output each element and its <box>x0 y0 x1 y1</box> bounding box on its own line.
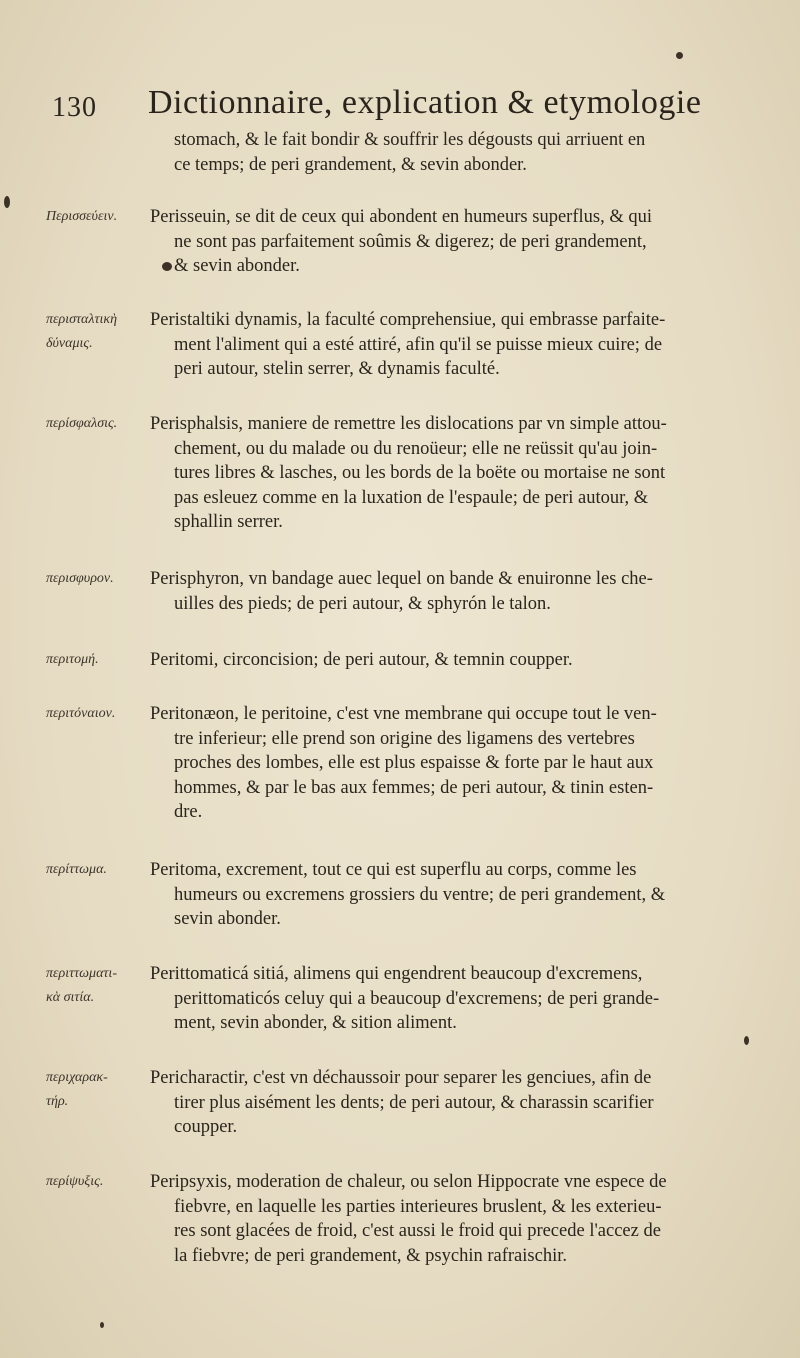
text-line: pas esleuez comme en la luxation de l'espaule; de peri autour, & <box>174 487 649 508</box>
text-line: coupper. <box>174 1117 238 1138</box>
page-title: Dictionnaire, explication & etymologie <box>148 84 702 121</box>
text-line: chement, ou du malade ou du renoüeur; elle ne reüssit qu'au join- <box>174 438 658 459</box>
text-line: tre inferieur; elle prend son origine des ligamens des vertebres <box>174 728 635 749</box>
text-line: hommes, & par le bas aux femmes; de peri autour, & tinin esten- <box>174 777 654 798</box>
text-line: proches des lombes, elle est plus espaisse & forte par le haut aux <box>174 753 654 774</box>
text-line: dre. <box>174 802 203 823</box>
greek-headword: περίψυξις. <box>46 1174 104 1189</box>
ink-spot <box>676 52 683 59</box>
greek-headword: περιτόναιον. <box>46 706 116 721</box>
text-line: stomach, & le fait bondir & souffrir les dégousts qui arriuent en <box>174 130 646 150</box>
text-line: & sevin abonder. <box>174 256 300 277</box>
text-line: Pericharactir, c'est vn déchaussoir pour separer les genciues, afin de <box>150 1068 652 1088</box>
text-line: Peristaltiki dynamis, la faculté comprehensiue, qui embrasse parfaite- <box>150 310 666 330</box>
text-line: tures libres & lasches, ou les bords de la boëte ou mortaise ne sont <box>174 463 666 484</box>
ink-spot <box>4 196 10 208</box>
text-line: ce temps; de peri grandement, & sevin abonder. <box>174 154 527 175</box>
text-line: Peripsyxis, moderation de chaleur, ou selon Hippocrate vne espece de <box>150 1172 667 1192</box>
text-line: Perisseuin, se dit de ceux qui abondent en humeurs superflus, & qui <box>150 207 652 227</box>
text-line: Perittomaticá sitiá, alimens qui engendrent beaucoup d'excremens, <box>150 964 643 984</box>
text-line: perittomaticós celuy qui a beaucoup d'excremens; de peri grande- <box>174 988 660 1009</box>
text-line: uilles des pieds; de peri autour, & sphyrón le talon. <box>174 593 551 614</box>
text-line: Perisphalsis, maniere de remettre les dislocations par vn simple attou- <box>150 414 667 434</box>
text-line: peri autour, stelin serrer, & dynamis faculté. <box>174 359 500 380</box>
greek-headword: περιχαρακ- τήρ. <box>46 1070 108 1109</box>
greek-headword: περίττωμα. <box>46 862 107 877</box>
text-line: sphallin serrer. <box>174 512 283 533</box>
text-line: fiebvre, en laquelle les parties interieures bruslent, & les exterieu- <box>174 1196 662 1217</box>
text-line: tirer plus aisément les dents; de peri autour, & charassin scarifier <box>174 1092 654 1113</box>
greek-headword: περίσφαλσις. <box>46 416 118 431</box>
greek-headword: περισταλτικὴ δύναμις. <box>46 312 118 351</box>
text-line: ne sont pas parfaitement soûmis & digerez; de peri grandement, <box>174 231 647 252</box>
greek-headword: περιττωματι- κὰ σιτία. <box>46 966 117 1005</box>
text-line: humeurs ou excremens grossiers du ventre; de peri grandement, & <box>174 884 666 905</box>
text-line: ment l'aliment qui a esté attiré, afin qu'il se puisse mieux cuire; de <box>174 334 663 355</box>
ink-spot <box>100 1322 104 1328</box>
text-line: Peritomi, circoncision; de peri autour, & temnin coupper. <box>150 650 573 670</box>
ink-spot <box>162 262 172 271</box>
greek-headword: περιτομή. <box>46 652 99 667</box>
greek-headword: Περισσεύειν. <box>46 209 118 224</box>
text-line: ment, sevin abonder, & sition aliment. <box>174 1013 457 1034</box>
page-number: 130 <box>52 92 97 123</box>
text-line: la fiebvre; de peri grandement, & psychin rafraischir. <box>174 1245 567 1266</box>
greek-headword: περισφυρον. <box>46 571 114 586</box>
ink-spot <box>744 1036 749 1045</box>
text-line: res sont glacées de froid, c'est aussi le froid qui precede l'accez de <box>174 1221 661 1242</box>
text-line: Perisphyron, vn bandage auec lequel on bande & enuironne les che- <box>150 569 653 589</box>
text-line: Peritonæon, le peritoine, c'est vne membrane qui occupe tout le ven- <box>150 704 657 724</box>
text-line: sevin abonder. <box>174 909 281 930</box>
text-line: Peritoma, excrement, tout ce qui est superflu au corps, comme les <box>150 860 637 880</box>
